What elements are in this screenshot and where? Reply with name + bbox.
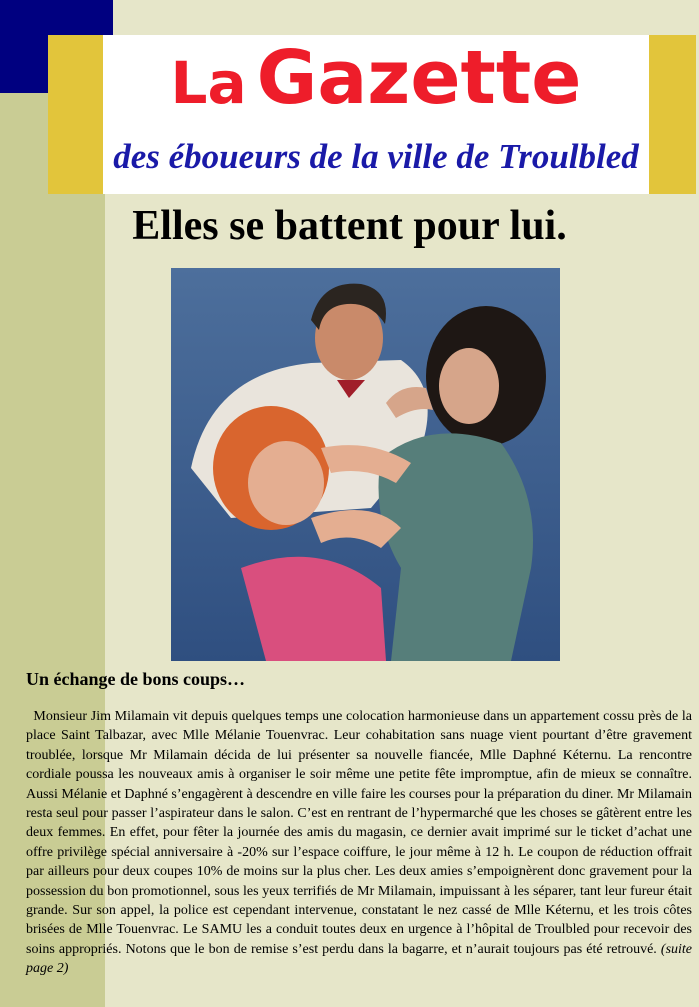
headline: Elles se battent pour lui.: [132, 203, 567, 249]
article-photo: [171, 268, 560, 661]
continuation-note: (suite page 2): [26, 941, 693, 977]
article-body: [26, 707, 692, 979]
article-subhead: Un échange de bons coups…: [26, 669, 246, 689]
title-gazette: Gazette: [256, 35, 582, 121]
newspaper-title: [103, 35, 649, 121]
masthead-banner: [103, 35, 649, 194]
newspaper-subtitle: des éboueurs de la ville de Troulbled: [113, 137, 639, 176]
article-text: Monsieur Jim Milamain vit depuis quelques temps une colocation harmonieuse dans un appartement cossu près de la place Saint Talbazar, avec Mlle Mélanie Touenvrac. Leur cohabitation sans nuage vient pourtant d’être gravement troublée, lorsque Mr Milamain décida de lui présenter sa nouvelle fiancée, Mlle Daphné Kéternu. La rencontre cordiale poussa les nouveaux amis à organiser le soir même une petite fête impromptue, afin de mieux se connaître. Aussi Mélanie et Daphné s’engagèrent à descendre en ville faire les courses pour la préparation du diner. Mr Milamain resta seul pour passer l’aspirateur dans le salon. C’est en rentrant de l’hypermarché que les choses se gâtèrent entre les deux femmes. En effet, pour fêter la journée des amis du magasin, ce dernier avait imprimé sur le ticket d’achat une offre privilège spécial anniversaire à -20% sur l’espace coiffure, le jour même à 12 h. Le coupon de réduction offrait par ailleurs pour deux coupes 10% de moins sur la plus cher. Les deux amies s’empoignèrent donc gravement pour la possession du bon promotionnel, sous les yeux terrifiés de Mr Milamain, impuissant à les séparer, tant leur fureur était grande. Sur son appel, la police est cependant intervenue, constatant le nez cassé de Mlle Kéternu, et les trois côtes brisées de Mlle Touenvrac. Le SAMU les a conduit toutes deux en urgence à l’hôpital de Troulbled pour recevoir des soins appropriés. Notons que le bon de remise s’est perdu dans la bagarre, et n’aurait toujours pas été retrouvé.: [26, 709, 692, 957]
title-la: La: [170, 49, 247, 117]
masthead: [48, 35, 696, 194]
fight-photo-illustration: [171, 268, 560, 661]
